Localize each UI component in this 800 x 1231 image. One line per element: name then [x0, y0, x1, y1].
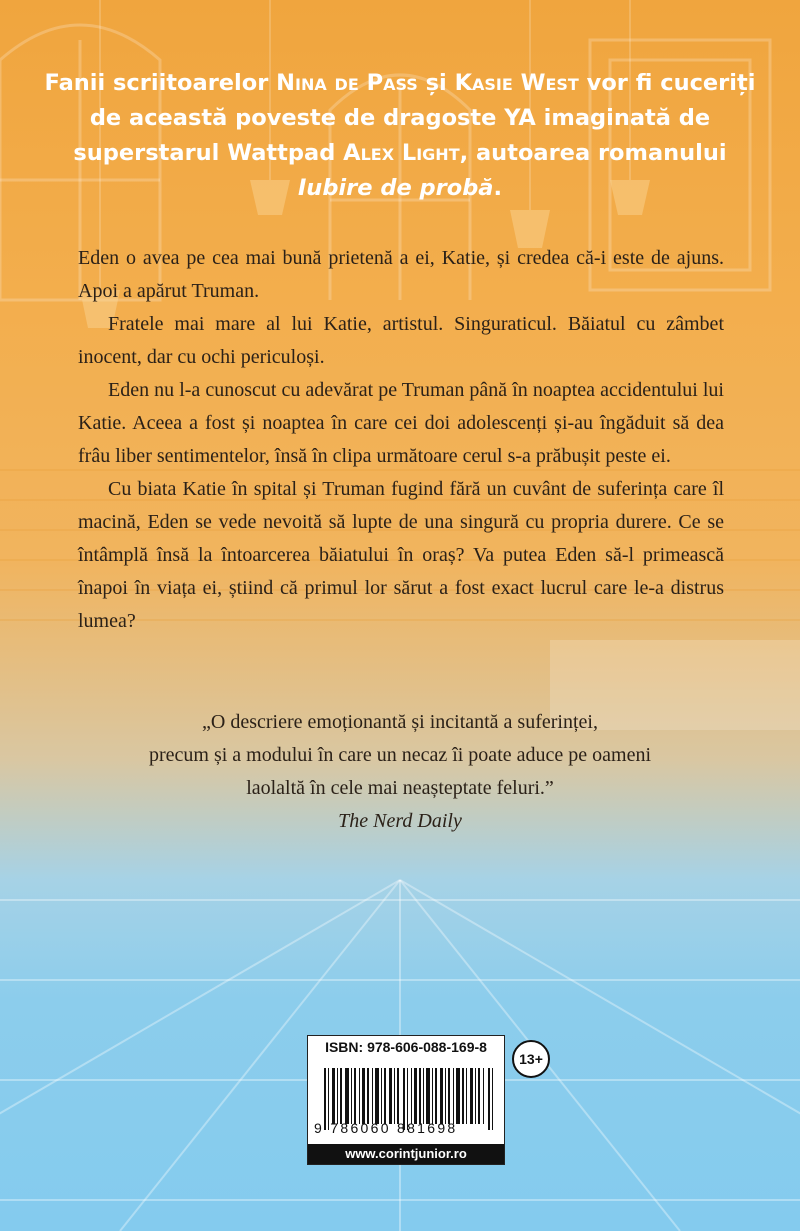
blurb-paragraph: Cu biata Katie în spital și Truman fugind fără un cuvânt de suferința care îl macină, Eden se vede nevoită să lupte de una singură cu propria durere. Ce se întâmplă însă la întoarcerea băiatului în oraș? Va putea Eden să-l primească înapoi în viața ei, știind că primul lor sărut a fost exact lucrul care le-a distrus lumea?: [78, 478, 724, 632]
blurb: [78, 242, 724, 638]
publisher-website: www.corintjunior.ro: [308, 1144, 504, 1164]
author-name-1: Nina de Pass: [276, 70, 418, 96]
review-quote: [60, 706, 740, 838]
blurb-paragraph: Fratele mai mare al lui Katie, artistul. Singuraticul. Băiatul cu zâmbet inocent, dar cu ochi periculoși.: [78, 313, 724, 368]
barcode-panel: [307, 1035, 505, 1165]
book-title: Iubire de probă: [297, 175, 494, 201]
lead-part-1: Fanii scriitoarelor: [44, 70, 277, 96]
author-name-3: Alex Light: [343, 140, 460, 166]
barcode-digits: 9 786060 881698: [314, 1120, 458, 1136]
blurb-paragraph: Eden o avea pe cea mai bună prietenă a ei, Katie, și credea că-i este de ajuns. Apoi a apărut Truman.: [78, 247, 724, 302]
quote-line: precum și a modului în care un necaz îi poate aduce pe oameni: [148, 744, 651, 766]
lead-part-5: .: [493, 175, 503, 201]
quote-line: laolaltă în cele mai neașteptate feluri.”: [246, 777, 554, 799]
author-name-2: Kasie West: [454, 70, 579, 96]
lead-part-4: , autoarea romanului: [459, 140, 727, 166]
isbn-label: ISBN: 978-606-088-169-8: [325, 1039, 487, 1055]
blurb-paragraph: Eden nu l-a cunoscut cu adevărat pe Truman până în noaptea accidentului lui Katie. Aceea a fost și noaptea în care cei doi adolescenți și-au îngăduit să dea frâu liber sentimentelor, însă în clipa următoare cerul s-a prăbușit peste ei.: [78, 379, 724, 467]
lead-part-3: vor fi cuceriți de această poveste de dragoste YA imaginată de superstarul Wattpad: [73, 70, 756, 166]
quote-source: The Nerd Daily: [338, 810, 462, 832]
lead-part-2: și: [417, 70, 455, 96]
age-rating-badge: 13+: [512, 1040, 550, 1078]
quote-line: „O descriere emoționantă și incitantă a suferinței,: [202, 711, 598, 733]
lead-promo-text: [40, 66, 760, 206]
